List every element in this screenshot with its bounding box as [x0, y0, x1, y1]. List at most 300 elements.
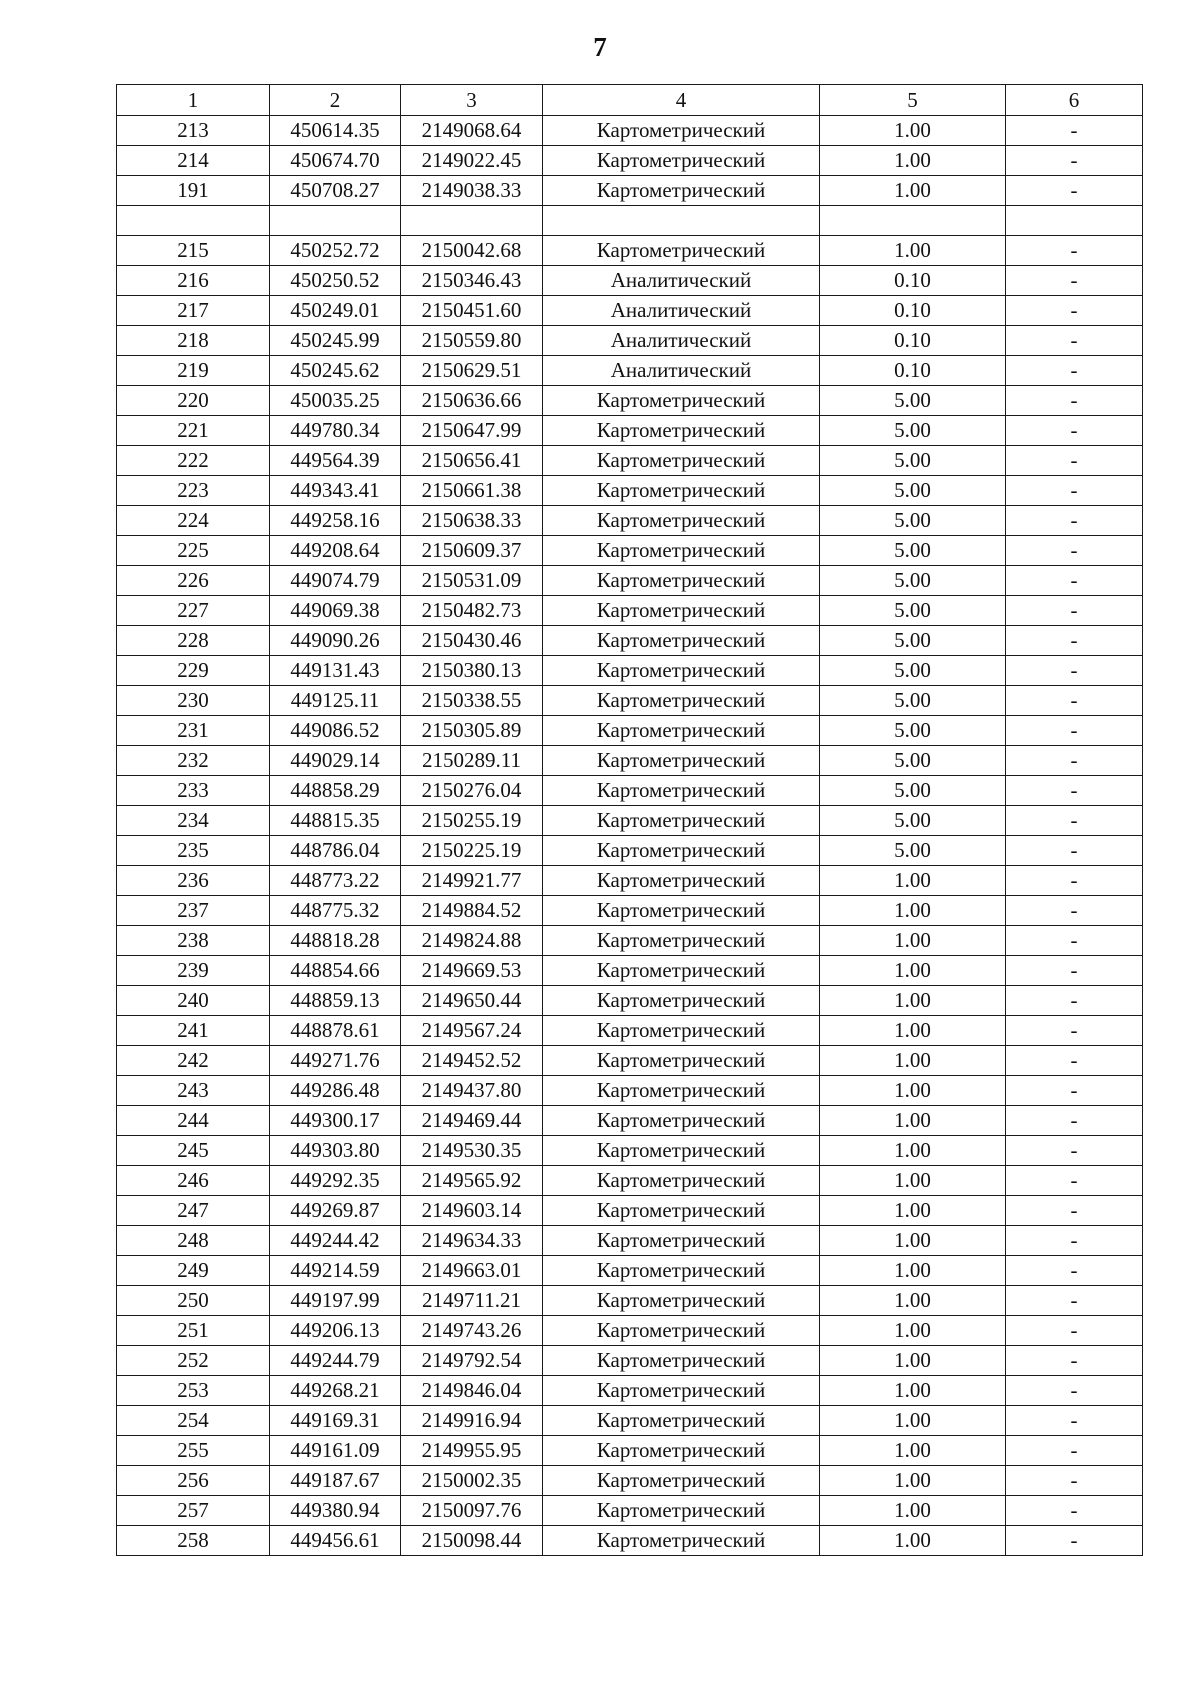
note-cell: -	[1006, 356, 1143, 386]
point-number-cell: 234	[117, 806, 270, 836]
accuracy-cell: 1.00	[820, 926, 1006, 956]
table-row	[117, 1286, 1143, 1316]
table-row	[117, 1196, 1143, 1226]
table-row	[117, 746, 1143, 776]
table-body	[117, 85, 1143, 1556]
accuracy-cell: 5.00	[820, 716, 1006, 746]
note-cell: -	[1006, 1316, 1143, 1346]
note-cell: -	[1006, 656, 1143, 686]
accuracy-cell: 1.00	[820, 1196, 1006, 1226]
header-cell: 2	[270, 85, 401, 116]
note-cell: -	[1006, 836, 1143, 866]
point-number-cell: 228	[117, 626, 270, 656]
table-row	[117, 1376, 1143, 1406]
page-number: 7	[593, 32, 607, 62]
x-coordinate-cell: 450245.62	[270, 356, 401, 386]
accuracy-cell: 5.00	[820, 596, 1006, 626]
point-number-cell: 250	[117, 1286, 270, 1316]
x-coordinate-cell: 449780.34	[270, 416, 401, 446]
y-coordinate-cell: 2150380.13	[401, 656, 543, 686]
table-row	[117, 986, 1143, 1016]
accuracy-cell: 5.00	[820, 686, 1006, 716]
y-coordinate-cell: 2149743.26	[401, 1316, 543, 1346]
y-coordinate-cell: 2149565.92	[401, 1166, 543, 1196]
note-cell: -	[1006, 986, 1143, 1016]
point-number-cell: 244	[117, 1106, 270, 1136]
x-coordinate-cell: 448858.29	[270, 776, 401, 806]
coordinates-table	[116, 84, 1143, 1556]
table-row	[117, 1346, 1143, 1376]
point-number-cell: 258	[117, 1526, 270, 1556]
point-number-cell: 257	[117, 1496, 270, 1526]
table-row	[117, 776, 1143, 806]
table-row	[117, 356, 1143, 386]
point-number-cell: 224	[117, 506, 270, 536]
x-coordinate-cell: 449214.59	[270, 1256, 401, 1286]
point-number-cell	[117, 206, 270, 236]
x-coordinate-cell: 449258.16	[270, 506, 401, 536]
note-cell: -	[1006, 1496, 1143, 1526]
accuracy-cell: 0.10	[820, 356, 1006, 386]
x-coordinate-cell: 449125.11	[270, 686, 401, 716]
table-row	[117, 896, 1143, 926]
method-cell: Картометрический	[543, 506, 820, 536]
method-cell	[543, 206, 820, 236]
accuracy-cell: 1.00	[820, 1076, 1006, 1106]
x-coordinate-cell: 450035.25	[270, 386, 401, 416]
note-cell: -	[1006, 896, 1143, 926]
method-cell: Картометрический	[543, 1406, 820, 1436]
header-cell: 5	[820, 85, 1006, 116]
accuracy-cell: 1.00	[820, 1226, 1006, 1256]
y-coordinate-cell: 2150559.80	[401, 326, 543, 356]
y-coordinate-cell: 2149669.53	[401, 956, 543, 986]
point-number-cell: 239	[117, 956, 270, 986]
table-row	[117, 1226, 1143, 1256]
table-row	[117, 476, 1143, 506]
table-row	[117, 1466, 1143, 1496]
y-coordinate-cell: 2149884.52	[401, 896, 543, 926]
y-coordinate-cell: 2150636.66	[401, 386, 543, 416]
y-coordinate-cell: 2149452.52	[401, 1046, 543, 1076]
y-coordinate-cell: 2150629.51	[401, 356, 543, 386]
x-coordinate-cell: 450674.70	[270, 146, 401, 176]
note-cell: -	[1006, 116, 1143, 146]
method-cell: Аналитический	[543, 356, 820, 386]
point-number-cell: 238	[117, 926, 270, 956]
note-cell: -	[1006, 686, 1143, 716]
note-cell	[1006, 206, 1143, 236]
table-row	[117, 1436, 1143, 1466]
method-cell: Картометрический	[543, 1436, 820, 1466]
header-cell: 4	[543, 85, 820, 116]
y-coordinate-cell: 2149663.01	[401, 1256, 543, 1286]
accuracy-cell: 5.00	[820, 416, 1006, 446]
x-coordinate-cell: 449303.80	[270, 1136, 401, 1166]
y-coordinate-cell: 2150451.60	[401, 296, 543, 326]
y-coordinate-cell: 2149022.45	[401, 146, 543, 176]
table-row	[117, 386, 1143, 416]
y-coordinate-cell	[401, 206, 543, 236]
method-cell: Картометрический	[543, 146, 820, 176]
table-row	[117, 536, 1143, 566]
y-coordinate-cell: 2150305.89	[401, 716, 543, 746]
note-cell: -	[1006, 1076, 1143, 1106]
method-cell: Картометрический	[543, 806, 820, 836]
accuracy-cell: 1.00	[820, 1106, 1006, 1136]
method-cell: Картометрический	[543, 1376, 820, 1406]
accuracy-cell: 1.00	[820, 1046, 1006, 1076]
header-cell: 3	[401, 85, 543, 116]
method-cell: Картометрический	[543, 1046, 820, 1076]
note-cell: -	[1006, 1016, 1143, 1046]
x-coordinate-cell: 449269.87	[270, 1196, 401, 1226]
point-number-cell: 251	[117, 1316, 270, 1346]
point-number-cell: 215	[117, 236, 270, 266]
method-cell: Картометрический	[543, 1166, 820, 1196]
x-coordinate-cell: 449206.13	[270, 1316, 401, 1346]
method-cell: Картометрический	[543, 536, 820, 566]
x-coordinate-cell: 449564.39	[270, 446, 401, 476]
method-cell: Картометрический	[543, 1136, 820, 1166]
table-row	[117, 266, 1143, 296]
point-number-cell: 233	[117, 776, 270, 806]
note-cell: -	[1006, 506, 1143, 536]
note-cell: -	[1006, 476, 1143, 506]
y-coordinate-cell: 2149916.94	[401, 1406, 543, 1436]
accuracy-cell: 1.00	[820, 176, 1006, 206]
y-coordinate-cell: 2150042.68	[401, 236, 543, 266]
point-number-cell: 225	[117, 536, 270, 566]
method-cell: Картометрический	[543, 1316, 820, 1346]
y-coordinate-cell: 2149634.33	[401, 1226, 543, 1256]
table-row	[117, 686, 1143, 716]
point-number-cell: 218	[117, 326, 270, 356]
x-coordinate-cell: 449090.26	[270, 626, 401, 656]
y-coordinate-cell: 2150647.99	[401, 416, 543, 446]
accuracy-cell: 5.00	[820, 806, 1006, 836]
x-coordinate-cell: 450614.35	[270, 116, 401, 146]
method-cell: Картометрический	[543, 1256, 820, 1286]
accuracy-cell: 1.00	[820, 236, 1006, 266]
note-cell: -	[1006, 1046, 1143, 1076]
point-number-cell: 246	[117, 1166, 270, 1196]
method-cell: Картометрический	[543, 746, 820, 776]
point-number-cell: 222	[117, 446, 270, 476]
method-cell: Картометрический	[543, 836, 820, 866]
table-row	[117, 716, 1143, 746]
point-number-cell: 220	[117, 386, 270, 416]
accuracy-cell: 1.00	[820, 1436, 1006, 1466]
y-coordinate-cell: 2149650.44	[401, 986, 543, 1016]
point-number-cell: 214	[117, 146, 270, 176]
accuracy-cell: 1.00	[820, 1136, 1006, 1166]
point-number-cell: 236	[117, 866, 270, 896]
table-row	[117, 1316, 1143, 1346]
x-coordinate-cell: 449069.38	[270, 596, 401, 626]
table-row	[117, 836, 1143, 866]
point-number-cell: 213	[117, 116, 270, 146]
note-cell: -	[1006, 596, 1143, 626]
point-number-cell: 223	[117, 476, 270, 506]
y-coordinate-cell: 2150097.76	[401, 1496, 543, 1526]
accuracy-cell: 1.00	[820, 146, 1006, 176]
y-coordinate-cell: 2149603.14	[401, 1196, 543, 1226]
table-row	[117, 1106, 1143, 1136]
point-number-cell: 230	[117, 686, 270, 716]
accuracy-cell: 1.00	[820, 1496, 1006, 1526]
accuracy-cell: 1.00	[820, 1316, 1006, 1346]
x-coordinate-cell: 449268.21	[270, 1376, 401, 1406]
method-cell: Картометрический	[543, 686, 820, 716]
accuracy-cell: 1.00	[820, 956, 1006, 986]
point-number-cell: 229	[117, 656, 270, 686]
accuracy-cell: 1.00	[820, 866, 1006, 896]
x-coordinate-cell: 449187.67	[270, 1466, 401, 1496]
accuracy-cell: 5.00	[820, 746, 1006, 776]
note-cell: -	[1006, 326, 1143, 356]
note-cell: -	[1006, 956, 1143, 986]
table-row	[117, 596, 1143, 626]
accuracy-cell: 5.00	[820, 836, 1006, 866]
note-cell: -	[1006, 746, 1143, 776]
note-cell: -	[1006, 626, 1143, 656]
table-row	[117, 1166, 1143, 1196]
y-coordinate-cell: 2150609.37	[401, 536, 543, 566]
y-coordinate-cell: 2150289.11	[401, 746, 543, 776]
point-number-cell: 245	[117, 1136, 270, 1166]
note-cell: -	[1006, 1106, 1143, 1136]
x-coordinate-cell: 448786.04	[270, 836, 401, 866]
x-coordinate-cell: 450245.99	[270, 326, 401, 356]
y-coordinate-cell: 2149437.80	[401, 1076, 543, 1106]
table-row	[117, 296, 1143, 326]
method-cell: Картометрический	[543, 176, 820, 206]
point-number-cell: 256	[117, 1466, 270, 1496]
point-number-cell: 241	[117, 1016, 270, 1046]
x-coordinate-cell: 449456.61	[270, 1526, 401, 1556]
point-number-cell: 232	[117, 746, 270, 776]
y-coordinate-cell: 2150638.33	[401, 506, 543, 536]
accuracy-cell: 5.00	[820, 446, 1006, 476]
table-header-row	[117, 85, 1143, 116]
x-coordinate-cell: 450249.01	[270, 296, 401, 326]
point-number-cell: 254	[117, 1406, 270, 1436]
x-coordinate-cell: 449380.94	[270, 1496, 401, 1526]
note-cell: -	[1006, 146, 1143, 176]
point-number-cell: 243	[117, 1076, 270, 1106]
accuracy-cell: 1.00	[820, 986, 1006, 1016]
method-cell: Картометрический	[543, 1496, 820, 1526]
note-cell: -	[1006, 926, 1143, 956]
method-cell: Картометрический	[543, 236, 820, 266]
header-cell: 6	[1006, 85, 1143, 116]
x-coordinate-cell: 449029.14	[270, 746, 401, 776]
y-coordinate-cell: 2150276.04	[401, 776, 543, 806]
point-number-cell: 235	[117, 836, 270, 866]
accuracy-cell: 1.00	[820, 896, 1006, 926]
note-cell: -	[1006, 266, 1143, 296]
x-coordinate-cell: 449286.48	[270, 1076, 401, 1106]
method-cell: Аналитический	[543, 266, 820, 296]
x-coordinate-cell: 449086.52	[270, 716, 401, 746]
x-coordinate-cell: 448859.13	[270, 986, 401, 1016]
note-cell: -	[1006, 1286, 1143, 1316]
method-cell: Картометрический	[543, 1106, 820, 1136]
note-cell: -	[1006, 1226, 1143, 1256]
table-row	[117, 1016, 1143, 1046]
method-cell: Картометрический	[543, 566, 820, 596]
y-coordinate-cell: 2150430.46	[401, 626, 543, 656]
table-row	[117, 1076, 1143, 1106]
table-row	[117, 1406, 1143, 1436]
method-cell: Картометрический	[543, 896, 820, 926]
note-cell: -	[1006, 386, 1143, 416]
note-cell: -	[1006, 1346, 1143, 1376]
table-row	[117, 656, 1143, 686]
note-cell: -	[1006, 296, 1143, 326]
method-cell: Картометрический	[543, 1076, 820, 1106]
x-coordinate-cell: 448854.66	[270, 956, 401, 986]
x-coordinate-cell: 449300.17	[270, 1106, 401, 1136]
point-number-cell: 248	[117, 1226, 270, 1256]
note-cell: -	[1006, 1256, 1143, 1286]
accuracy-cell: 1.00	[820, 1346, 1006, 1376]
note-cell: -	[1006, 776, 1143, 806]
note-cell: -	[1006, 1196, 1143, 1226]
method-cell: Картометрический	[543, 1526, 820, 1556]
x-coordinate-cell: 449161.09	[270, 1436, 401, 1466]
accuracy-cell: 1.00	[820, 1406, 1006, 1436]
note-cell: -	[1006, 806, 1143, 836]
note-cell: -	[1006, 446, 1143, 476]
point-number-cell: 217	[117, 296, 270, 326]
table-row	[117, 176, 1143, 206]
y-coordinate-cell: 2150346.43	[401, 266, 543, 296]
note-cell: -	[1006, 566, 1143, 596]
table-row	[117, 1046, 1143, 1076]
method-cell: Картометрический	[543, 476, 820, 506]
method-cell: Картометрический	[543, 1016, 820, 1046]
accuracy-cell: 5.00	[820, 536, 1006, 566]
note-cell: -	[1006, 236, 1143, 266]
table-row	[117, 956, 1143, 986]
note-cell: -	[1006, 536, 1143, 566]
method-cell: Картометрический	[543, 1226, 820, 1256]
y-coordinate-cell: 2149792.54	[401, 1346, 543, 1376]
point-number-cell: 216	[117, 266, 270, 296]
x-coordinate-cell: 449074.79	[270, 566, 401, 596]
x-coordinate-cell: 449197.99	[270, 1286, 401, 1316]
accuracy-cell: 5.00	[820, 656, 1006, 686]
point-number-cell: 221	[117, 416, 270, 446]
method-cell: Картометрический	[543, 116, 820, 146]
x-coordinate-cell: 448818.28	[270, 926, 401, 956]
x-coordinate-cell: 450708.27	[270, 176, 401, 206]
table-row	[117, 1136, 1143, 1166]
x-coordinate-cell: 449292.35	[270, 1166, 401, 1196]
accuracy-cell: 5.00	[820, 626, 1006, 656]
point-number-cell: 255	[117, 1436, 270, 1466]
table-row	[117, 1256, 1143, 1286]
note-cell: -	[1006, 416, 1143, 446]
method-cell: Картометрический	[543, 416, 820, 446]
table-row	[117, 506, 1143, 536]
table-row	[117, 806, 1143, 836]
point-number-cell: 226	[117, 566, 270, 596]
accuracy-cell: 1.00	[820, 1376, 1006, 1406]
table-row	[117, 446, 1143, 476]
point-number-cell: 249	[117, 1256, 270, 1286]
table-row	[117, 416, 1143, 446]
point-number-cell: 242	[117, 1046, 270, 1076]
point-number-cell: 252	[117, 1346, 270, 1376]
x-coordinate-cell: 449343.41	[270, 476, 401, 506]
method-cell: Картометрический	[543, 776, 820, 806]
point-number-cell: 227	[117, 596, 270, 626]
y-coordinate-cell: 2149038.33	[401, 176, 543, 206]
method-cell: Картометрический	[543, 926, 820, 956]
method-cell: Картометрический	[543, 956, 820, 986]
x-coordinate-cell: 448815.35	[270, 806, 401, 836]
note-cell: -	[1006, 1526, 1143, 1556]
accuracy-cell	[820, 206, 1006, 236]
method-cell: Картометрический	[543, 1466, 820, 1496]
table-row	[117, 236, 1143, 266]
header-cell: 1	[117, 85, 270, 116]
y-coordinate-cell: 2150002.35	[401, 1466, 543, 1496]
table-row	[117, 116, 1143, 146]
method-cell: Картометрический	[543, 716, 820, 746]
note-cell: -	[1006, 176, 1143, 206]
y-coordinate-cell: 2150225.19	[401, 836, 543, 866]
accuracy-cell: 1.00	[820, 1256, 1006, 1286]
y-coordinate-cell: 2149469.44	[401, 1106, 543, 1136]
point-number-cell: 231	[117, 716, 270, 746]
accuracy-cell: 0.10	[820, 266, 1006, 296]
method-cell: Картометрический	[543, 446, 820, 476]
note-cell: -	[1006, 1376, 1143, 1406]
x-coordinate-cell: 449244.79	[270, 1346, 401, 1376]
point-number-cell: 253	[117, 1376, 270, 1406]
table-row	[117, 866, 1143, 896]
x-coordinate-cell: 450252.72	[270, 236, 401, 266]
y-coordinate-cell: 2150531.09	[401, 566, 543, 596]
y-coordinate-cell: 2149955.95	[401, 1436, 543, 1466]
note-cell: -	[1006, 1436, 1143, 1466]
x-coordinate-cell: 449169.31	[270, 1406, 401, 1436]
table-row	[117, 326, 1143, 356]
method-cell: Картометрический	[543, 596, 820, 626]
table-row	[117, 566, 1143, 596]
table-row	[117, 1526, 1143, 1556]
table-row	[117, 926, 1143, 956]
accuracy-cell: 5.00	[820, 386, 1006, 416]
y-coordinate-cell: 2150482.73	[401, 596, 543, 626]
note-cell: -	[1006, 866, 1143, 896]
method-cell: Картометрический	[543, 986, 820, 1016]
method-cell: Картометрический	[543, 626, 820, 656]
accuracy-cell: 1.00	[820, 1286, 1006, 1316]
accuracy-cell: 5.00	[820, 506, 1006, 536]
y-coordinate-cell: 2149068.64	[401, 116, 543, 146]
note-cell: -	[1006, 1406, 1143, 1436]
x-coordinate-cell: 449271.76	[270, 1046, 401, 1076]
x-coordinate-cell: 450250.52	[270, 266, 401, 296]
accuracy-cell: 0.10	[820, 326, 1006, 356]
point-number-cell: 237	[117, 896, 270, 926]
note-cell: -	[1006, 716, 1143, 746]
